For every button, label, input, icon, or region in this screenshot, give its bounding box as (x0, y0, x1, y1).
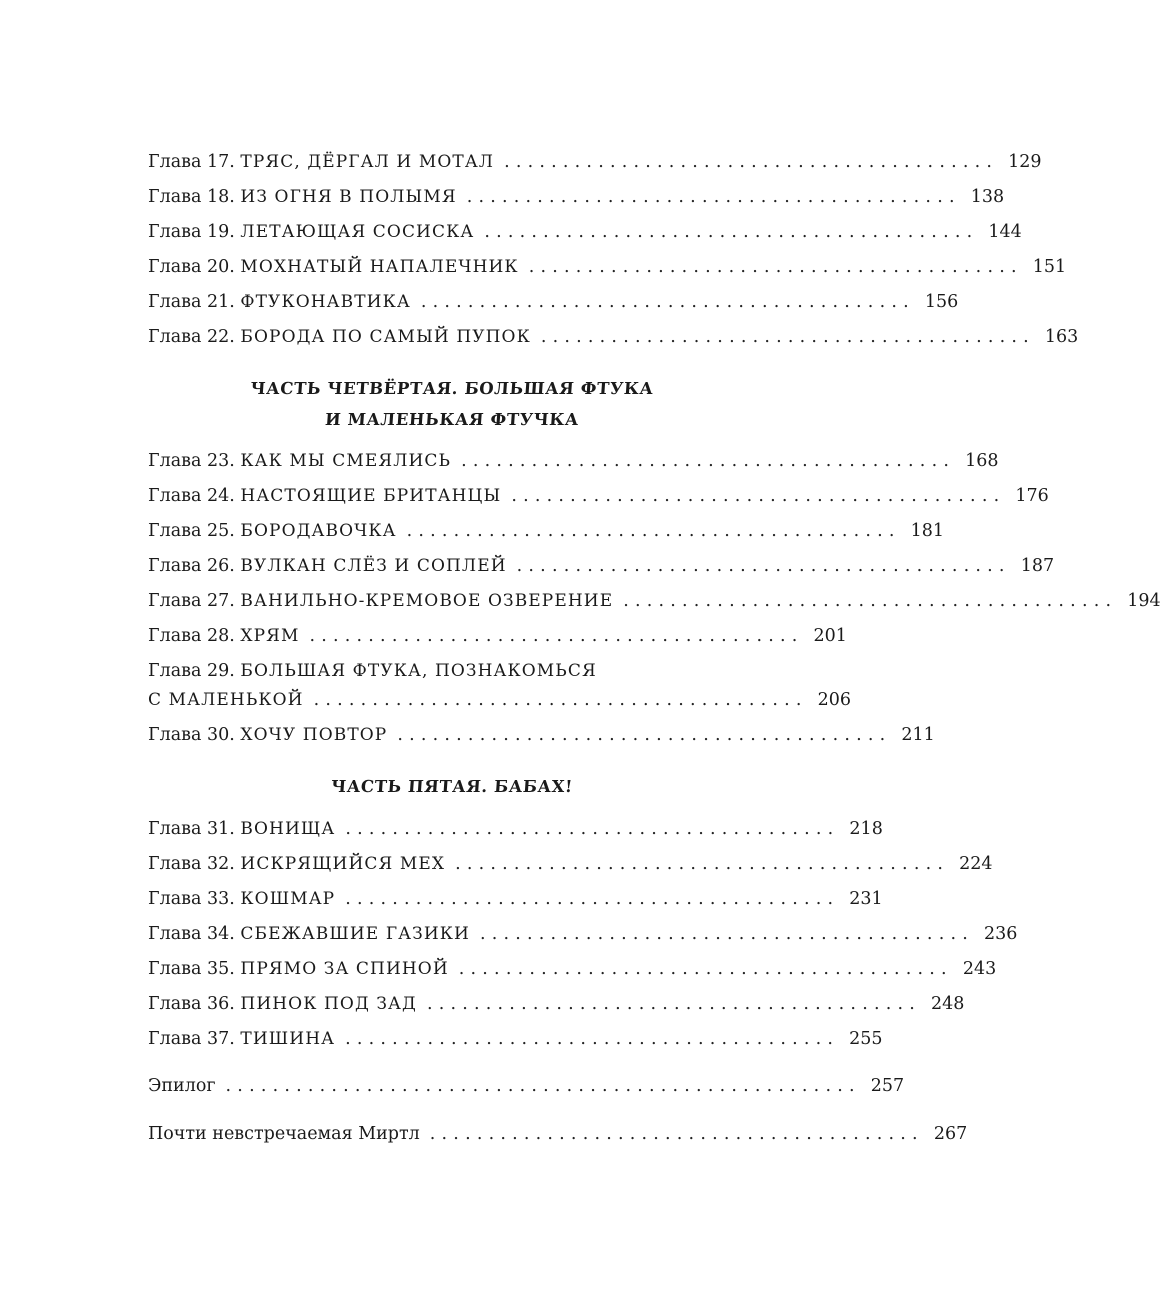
toc-entry[interactable] (148, 851, 993, 877)
chapter-number: Глава 37. (148, 1029, 235, 1049)
dot-leader: .......................................... (511, 486, 1006, 506)
chapter-title: ТРЯС, ДЁРГАЛ И МОТАЛ (240, 152, 495, 172)
chapter-title: ХРЯМ (240, 626, 300, 646)
page-number: 144 (988, 222, 1022, 242)
chapter-title: БОРОДА ПО САМЫЙ ПУПОК (240, 327, 531, 347)
chapter-title: ФТУКОНАВТИКА (240, 292, 411, 312)
chapter-number: Глава 17. (148, 152, 235, 172)
toc-entry[interactable] (148, 658, 756, 684)
chapter-title: ЛЕТАЮЩАЯ СОСИСКА (240, 222, 475, 242)
dot-leader: .......................................... (397, 725, 892, 745)
part-heading: ЧАСТЬ ПЯТАЯ. БАБАХ! (330, 777, 574, 796)
dot-leader: .......................................... (516, 556, 1011, 576)
chapter-number: Глава 24. (148, 486, 235, 506)
chapter-title: ВАНИЛЬНО-КРЕМОВОЕ ОЗВЕРЕНИЕ (240, 591, 614, 611)
chapter-title: ПРЯМО ЗА СПИНОЙ (240, 959, 449, 979)
chapter-title: ВУЛКАН СЛЁЗ И СОПЛЕЙ (240, 556, 507, 576)
dot-leader: .......................................... (426, 994, 922, 1014)
chapter-title: ВОНИЩА (240, 819, 336, 839)
dot-leader: .......................................... (484, 222, 979, 242)
toc-entry[interactable] (148, 816, 883, 842)
chapter-number: Глава 29. (148, 661, 235, 681)
page-number: 194 (1127, 591, 1161, 611)
chapter-number: Глава 25. (148, 521, 235, 541)
chapter-title: НАСТОЯЩИЕ БРИТАНЦЫ (240, 486, 502, 506)
page-number: 224 (959, 854, 993, 874)
chapter-number: Глава 27. (148, 591, 235, 611)
dot-leader: .......................................... (455, 854, 950, 874)
chapter-title: ИСКРЯЩИЙСЯ МЕХ (240, 854, 446, 874)
chapter-number: Глава 28. (148, 626, 235, 646)
chapter-number: Глава 20. (148, 257, 235, 277)
dot-leader: .......................................... (345, 819, 840, 839)
chapter-title-continued: С МАЛЕНЬКОЙ (148, 690, 304, 710)
dot-leader: .......................................... (309, 626, 804, 646)
chapter-number: Глава 31. (148, 819, 235, 839)
dot-leader: .......................................... (528, 257, 1023, 277)
toc-entry-continued[interactable] (148, 687, 852, 713)
chapter-number: Глава 19. (148, 222, 235, 242)
dot-leader: .......................................... (420, 292, 915, 312)
toc-entry[interactable] (148, 991, 965, 1017)
chapter-number: Глава 36. (148, 994, 235, 1014)
chapter-number: Глава 18. (148, 187, 235, 207)
toc-entry[interactable] (148, 149, 1042, 175)
dot-leader: ...................................................... (225, 1076, 861, 1096)
dot-leader: .......................................... (458, 959, 953, 979)
page-number: 236 (984, 924, 1018, 944)
chapter-title: КАК МЫ СМЕЯЛИСЬ (240, 451, 452, 471)
page-number: 129 (1008, 152, 1042, 172)
toc-entry[interactable] (148, 886, 883, 912)
toc-entry[interactable] (148, 722, 935, 748)
dot-leader: .......................................... (461, 451, 956, 471)
page-number: 181 (910, 521, 945, 541)
part-heading: ЧАСТЬ ЧЕТВЁРТАЯ. БОЛЬШАЯ ФТУКА (249, 379, 655, 398)
page-number: 187 (1020, 556, 1055, 576)
toc-entry[interactable] (148, 219, 1022, 245)
chapter-title: СБЕЖАВШИЕ ГАЗИКИ (240, 924, 470, 944)
part-heading-continued: И МАЛЕНЬКАЯ ФТУЧКА (324, 410, 580, 429)
dot-leader: .......................................... (623, 591, 1118, 611)
page-number: 218 (849, 819, 883, 839)
dot-leader: .......................................... (429, 1124, 924, 1144)
toc-entry[interactable] (148, 518, 945, 544)
page-number: 163 (1044, 327, 1079, 347)
toc-entry-epilogue[interactable] (148, 1073, 905, 1099)
page-number: 201 (813, 626, 847, 646)
chapter-title: ХОЧУ ПОВТОР (240, 725, 388, 745)
chapter-title: ПИНОК ПОД ЗАД (240, 994, 417, 1014)
chapter-number: Глава 23. (148, 451, 235, 471)
dot-leader: .......................................... (466, 187, 961, 207)
toc-entry[interactable] (148, 956, 997, 982)
page-number: 257 (870, 1076, 905, 1096)
toc-entry[interactable] (148, 448, 999, 474)
dot-leader: .......................................... (345, 1029, 840, 1049)
dot-leader: .......................................... (345, 889, 840, 909)
page-number: 248 (931, 994, 965, 1014)
chapter-title: ИЗ ОГНЯ В ПОЛЫМЯ (240, 187, 457, 207)
chapter-number: Глава 21. (148, 292, 235, 312)
chapter-title: ТИШИНА (240, 1029, 336, 1049)
page-number: 231 (849, 889, 883, 909)
page-number: 156 (924, 292, 959, 312)
chapter-number: Глава 34. (148, 924, 235, 944)
dot-leader: .......................................... (479, 924, 974, 944)
page-number: 168 (965, 451, 999, 471)
chapter-number: Глава 26. (148, 556, 235, 576)
page-number: 206 (817, 690, 852, 710)
toc-entry[interactable] (148, 324, 1079, 350)
chapter-number: Глава 33. (148, 889, 235, 909)
chapter-title: БОРОДАВОЧКА (240, 521, 397, 541)
entry-title: Почти невстречаемая Миртл (148, 1124, 420, 1144)
toc-entry[interactable] (148, 921, 1018, 947)
dot-leader: .......................................... (313, 690, 808, 710)
chapter-number: Глава 30. (148, 725, 235, 745)
toc-entry[interactable] (148, 588, 1161, 614)
toc-entry[interactable] (148, 553, 1055, 579)
toc-entry[interactable] (148, 184, 1005, 210)
dot-leader: .......................................... (540, 327, 1035, 347)
page-number: 267 (933, 1124, 968, 1144)
toc-entry-appendix[interactable] (148, 1121, 968, 1147)
chapter-title: МОХНАТЫЙ НАПАЛЕЧНИК (240, 257, 519, 277)
chapter-title: КОШМАР (240, 889, 336, 909)
page-number: 176 (1015, 486, 1049, 506)
page-number: 138 (970, 187, 1005, 207)
dot-leader: .......................................... (406, 521, 901, 541)
page-number: 243 (962, 959, 997, 979)
chapter-number: Глава 35. (148, 959, 235, 979)
page-number: 151 (1032, 257, 1067, 277)
toc-entry[interactable] (148, 623, 847, 649)
chapter-number: Глава 32. (148, 854, 235, 874)
page-number: 211 (901, 725, 935, 745)
toc-entry[interactable] (148, 289, 959, 315)
entry-title: Эпилог (148, 1076, 216, 1096)
chapter-title: БОЛЬШАЯ ФТУКА, ПОЗНАКОМЬСЯ (240, 661, 597, 681)
toc-entry[interactable] (148, 254, 1067, 280)
toc-entry[interactable] (148, 483, 1049, 509)
toc-entry[interactable] (148, 1026, 883, 1052)
dot-leader: .......................................... (504, 152, 999, 172)
page-number: 255 (849, 1029, 883, 1049)
chapter-number: Глава 22. (148, 327, 235, 347)
